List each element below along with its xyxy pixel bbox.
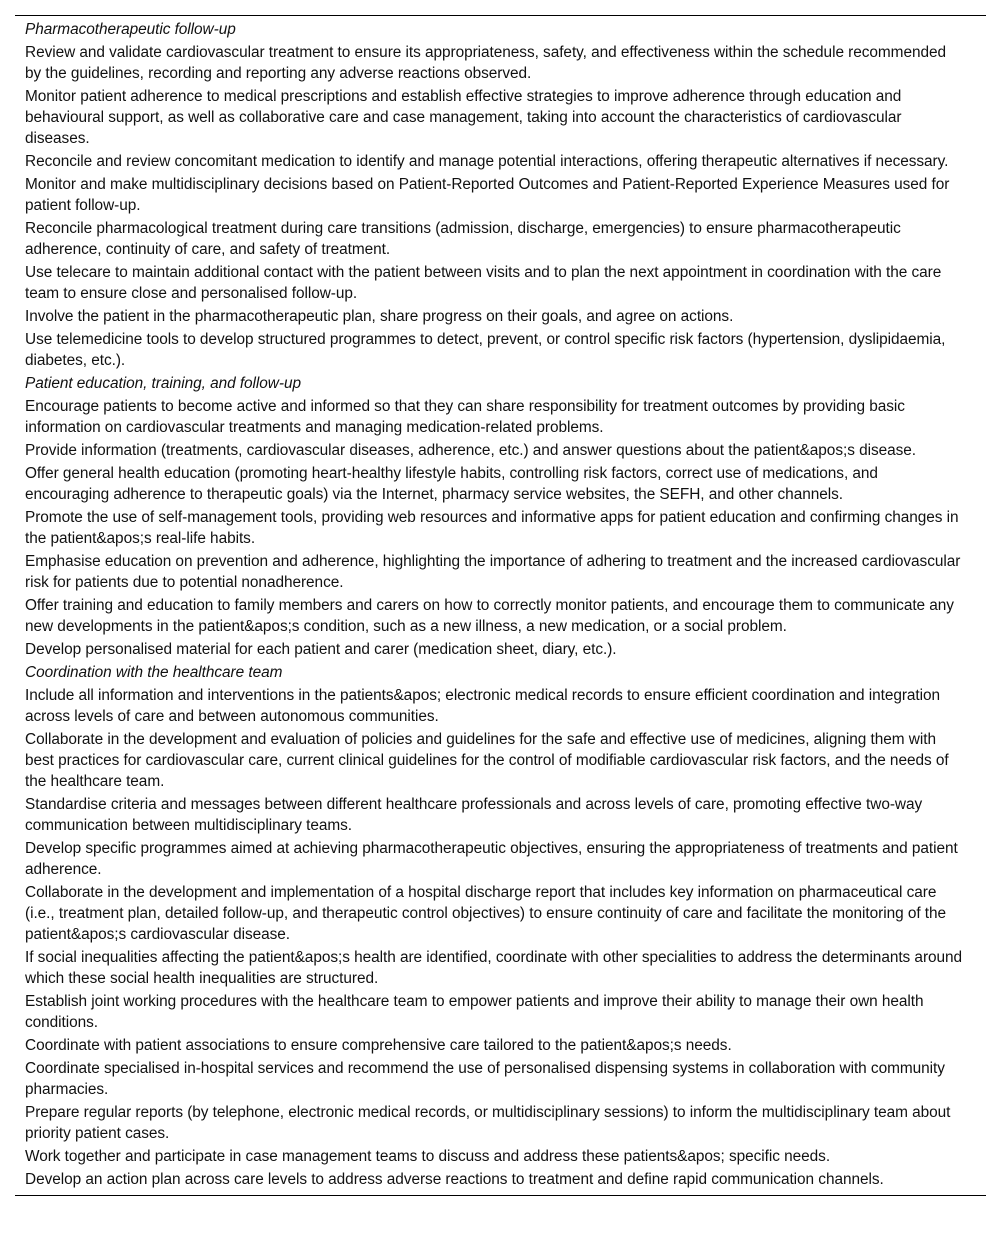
table-row: Standardise criteria and messages between different healthcare professionals and across levels of care, promoting effective two-way communication between multidisciplinary teams. bbox=[25, 796, 923, 834]
table-row: Monitor patient adherence to medical prescriptions and establish effective strategies to improve adherence through education and behavioural support, as well as collaborative care and case management, taking into account the characteristics of cardiovascular diseases. bbox=[25, 88, 902, 147]
table-row: Promote the use of self-management tools, providing web resources and informative apps for patient education and confirming changes in the patient&apos;s real-life habits. bbox=[25, 509, 959, 547]
table-row: Review and validate cardiovascular treatment to ensure its appropriateness, safety, and effectiveness within the schedule recommended by the guidelines, recording and reporting any adverse reactions observed. bbox=[25, 44, 947, 82]
table-row: Include all information and interventions in the patients&apos; electronic medical records to ensure efficient coordination and integration across levels of care and between autonomous communities. bbox=[25, 687, 941, 725]
table-row: Encourage patients to become active and informed so that they can share responsibility for treatment outcomes by providing basic information on cardiovascular treatments and managing medication-related problems. bbox=[25, 398, 905, 436]
table-row: Develop personalised material for each patient and carer (medication sheet, diary, etc.). bbox=[25, 641, 617, 658]
table-row: Offer general health education (promoting heart-healthy lifestyle habits, controlling risk factors, correct use of medications, and encouraging adherence to therapeutic goals) via the Internet, pharmacy service websites, the SEFH, and other channels. bbox=[25, 465, 878, 503]
table-row: Reconcile pharmacological treatment during care transitions (admission, discharge, emergencies) to ensure pharmacotherapeutic adherence, continuity of care, and safety of treatment. bbox=[25, 220, 901, 258]
table-row: Involve the patient in the pharmacotherapeutic plan, share progress on their goals, and agree on actions. bbox=[25, 308, 734, 325]
table-row: Use telemedicine tools to develop structured programmes to detect, prevent, or control specific risk factors (hypertension, dyslipidaemia, diabetes, etc.). bbox=[25, 331, 946, 369]
table-row: If social inequalities affecting the patient&apos;s health are identified, coordinate with other specialities to address the determinants around which these social health inequalities are structured. bbox=[25, 949, 963, 987]
table-row: Emphasise education on prevention and adherence, highlighting the importance of adhering to treatment and the increased cardiovascular risk for patients due to potential nonadherence. bbox=[25, 553, 961, 591]
table-row: Reconcile and review concomitant medication to identify and manage potential interactions, offering therapeutic alternatives if necessary. bbox=[25, 153, 949, 170]
table-row: Develop an action plan across care levels to address adverse reactions to treatment and define rapid communication channels. bbox=[25, 1171, 884, 1188]
table-row: Provide information (treatments, cardiovascular diseases, adherence, etc.) and answer questions about the patient&apos;s disease. bbox=[25, 442, 916, 459]
table-row: Establish joint working procedures with the healthcare team to empower patients and improve their ability to manage their own health conditions. bbox=[25, 993, 924, 1031]
activities-table bbox=[15, 15, 986, 1196]
table-row: Use telecare to maintain additional contact with the patient between visits and to plan the next appointment in coordination with the care team to ensure close and personalised follow-up. bbox=[25, 264, 942, 302]
table-row: Develop specific programmes aimed at achieving pharmacotherapeutic objectives, ensuring the appropriateness of treatments and patient adherence. bbox=[25, 840, 958, 878]
table-row: Work together and participate in case management teams to discuss and address these patients&apos; specific needs. bbox=[25, 1148, 831, 1165]
section-heading: Coordination with the healthcare team bbox=[25, 664, 283, 681]
table-row: Coordinate specialised in-hospital services and recommend the use of personalised dispensing systems in collaboration with community pharmacies. bbox=[25, 1060, 945, 1098]
table-row: Collaborate in the development and implementation of a hospital discharge report that includes key information on pharmaceutical care (i.e., treatment plan, detailed follow-up, and therapeutic control objectives) to ensure continuity of care and facilitate the monitoring of the patient&apos;s cardiovascular disease. bbox=[25, 884, 947, 943]
table-row: Monitor and make multidisciplinary decisions based on Patient-Reported Outcomes and Patient-Reported Experience Measures used for patient follow-up. bbox=[25, 176, 950, 214]
table-row: Prepare regular reports (by telephone, electronic medical records, or multidisciplinary sessions) to inform the multidisciplinary team about priority patient cases. bbox=[25, 1104, 951, 1142]
section-heading: Pharmacotherapeutic follow-up bbox=[25, 21, 236, 38]
section-heading: Patient education, training, and follow-up bbox=[25, 375, 301, 392]
table-row: Coordinate with patient associations to ensure comprehensive care tailored to the patient&apos;s needs. bbox=[25, 1037, 732, 1054]
table-row: Offer training and education to family members and carers on how to correctly monitor patients, and encourage them to communicate any new developments in the patient&apos;s condition, such as a new illness, a new medication, or a social problem. bbox=[25, 597, 954, 635]
table-row: Collaborate in the development and evaluation of policies and guidelines for the safe and effective use of medicines, aligning them with best practices for cardiovascular care, current clinical guidelines for the control of modifiable cardiovascular risk factors, and the needs of the healthcare team. bbox=[25, 731, 949, 790]
